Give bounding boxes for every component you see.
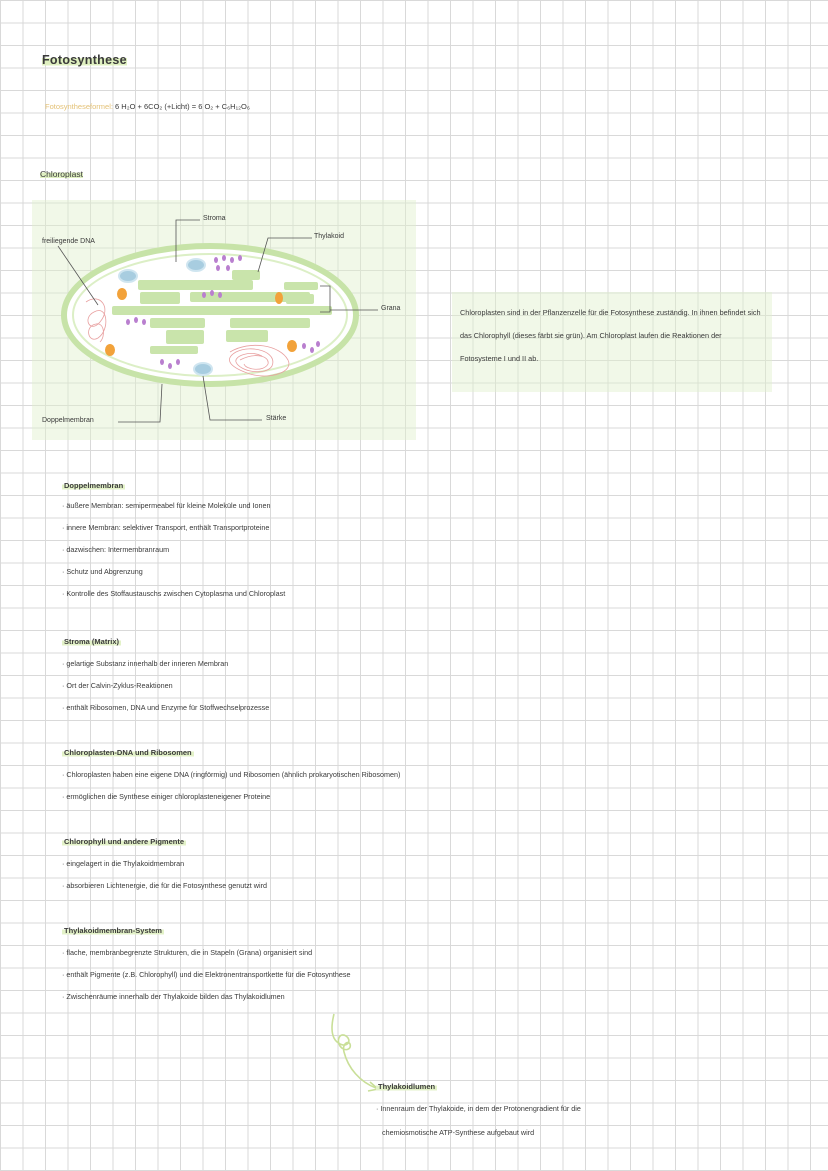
chloroplast-description: Chloroplasten sind in der Pflanzenzelle für die Fotosynthese zuständig. In ihnen befindet sich das Chlorophyll (dieses färbt sie grün). Am Chloroplast laufen die Reaktionen der Fotosysteme I und II ab. xyxy=(460,308,761,363)
list-item: · flache, membranbegrenzte Strukturen, die in Stapeln (Grana) organisiert sind xyxy=(62,948,313,957)
section-lumen xyxy=(376,1082,581,1150)
section-heading: Thylakoidlumen xyxy=(378,1082,436,1091)
section-heading: Chloroplasten-DNA und Ribosomen xyxy=(64,748,192,757)
section-heading: Chlorophyll und andere Pigmente xyxy=(64,837,185,846)
label-dna: freiliegende DNA xyxy=(42,238,95,245)
section-doppelmembran xyxy=(62,481,285,611)
list-item: · innere Membran: selektiver Transport, enthält Transportproteine xyxy=(62,523,270,532)
label-stroma: Stroma xyxy=(203,215,226,222)
list-item: · äußere Membran: semipermeabel für kleine Moleküle und Ionen xyxy=(62,501,271,510)
section-stroma xyxy=(62,637,269,725)
label-grana: Grana xyxy=(381,305,401,312)
section-heading: Stroma (Matrix) xyxy=(64,637,120,646)
list-item: · ermöglichen die Synthese einiger chloroplasteneigener Proteine xyxy=(62,792,271,801)
label-thylakoid: Thylakoid xyxy=(314,233,344,240)
list-item: · Chloroplasten haben eine eigene DNA (ringförmig) und Ribosomen (ähnlich prokaryotischen Ribosomen) xyxy=(62,770,401,779)
section-heading: Doppelmembran xyxy=(64,481,124,490)
label-starch: Stärke xyxy=(266,415,287,422)
page-title: Fotosynthese xyxy=(42,53,127,67)
list-item: · eingelagert in die Thylakoidmembran xyxy=(62,859,185,868)
list-item: · Kontrolle des Stoffaustauschs zwischen Cytoplasma und Chloroplast xyxy=(62,589,286,598)
list-item: · Zwischenräume innerhalb der Thylakoide bilden das Thylakoidlumen xyxy=(62,992,285,1001)
section-heading: Thylakoidmembran-System xyxy=(64,926,162,935)
list-item: · Schutz und Abgrenzung xyxy=(62,567,143,576)
list-item: chemiosmotische ATP-Synthese aufgebaut wird xyxy=(382,1128,535,1137)
formula-equation: 6 H₂O + 6CO₂ (+Licht) = 6 O₂ + C₆H₁₂O₆ xyxy=(115,102,250,111)
list-item: · enthält Pigmente (z.B. Chlorophyll) und die Elektronentransportkette für die Fotosynthese xyxy=(62,970,351,979)
list-item: · enthält Ribosomen, DNA und Enzyme für Stoffwechselprozesse xyxy=(62,703,270,712)
label-doppelmembran: Doppelmembran xyxy=(42,417,94,424)
formula-label: Fotosyntheseformel: xyxy=(45,102,113,111)
section-dna-ribosomes xyxy=(62,748,400,814)
section-chlorophyll xyxy=(62,837,267,903)
list-item: · Ort der Calvin-Zyklus-Reaktionen xyxy=(62,681,173,690)
list-item: · absorbieren Lichtenergie, die für die Fotosynthese genutzt wird xyxy=(62,881,267,890)
list-item: · Innenraum der Thylakoide, in dem der Protonengradient für die xyxy=(376,1104,581,1113)
list-item: · gelartige Substanz innerhalb der inneren Membran xyxy=(62,659,229,668)
section-thylakoid-system xyxy=(62,926,350,1014)
list-item: · dazwischen: Intermembranraum xyxy=(62,545,170,554)
chloroplast-heading: Chloroplast xyxy=(40,169,83,179)
